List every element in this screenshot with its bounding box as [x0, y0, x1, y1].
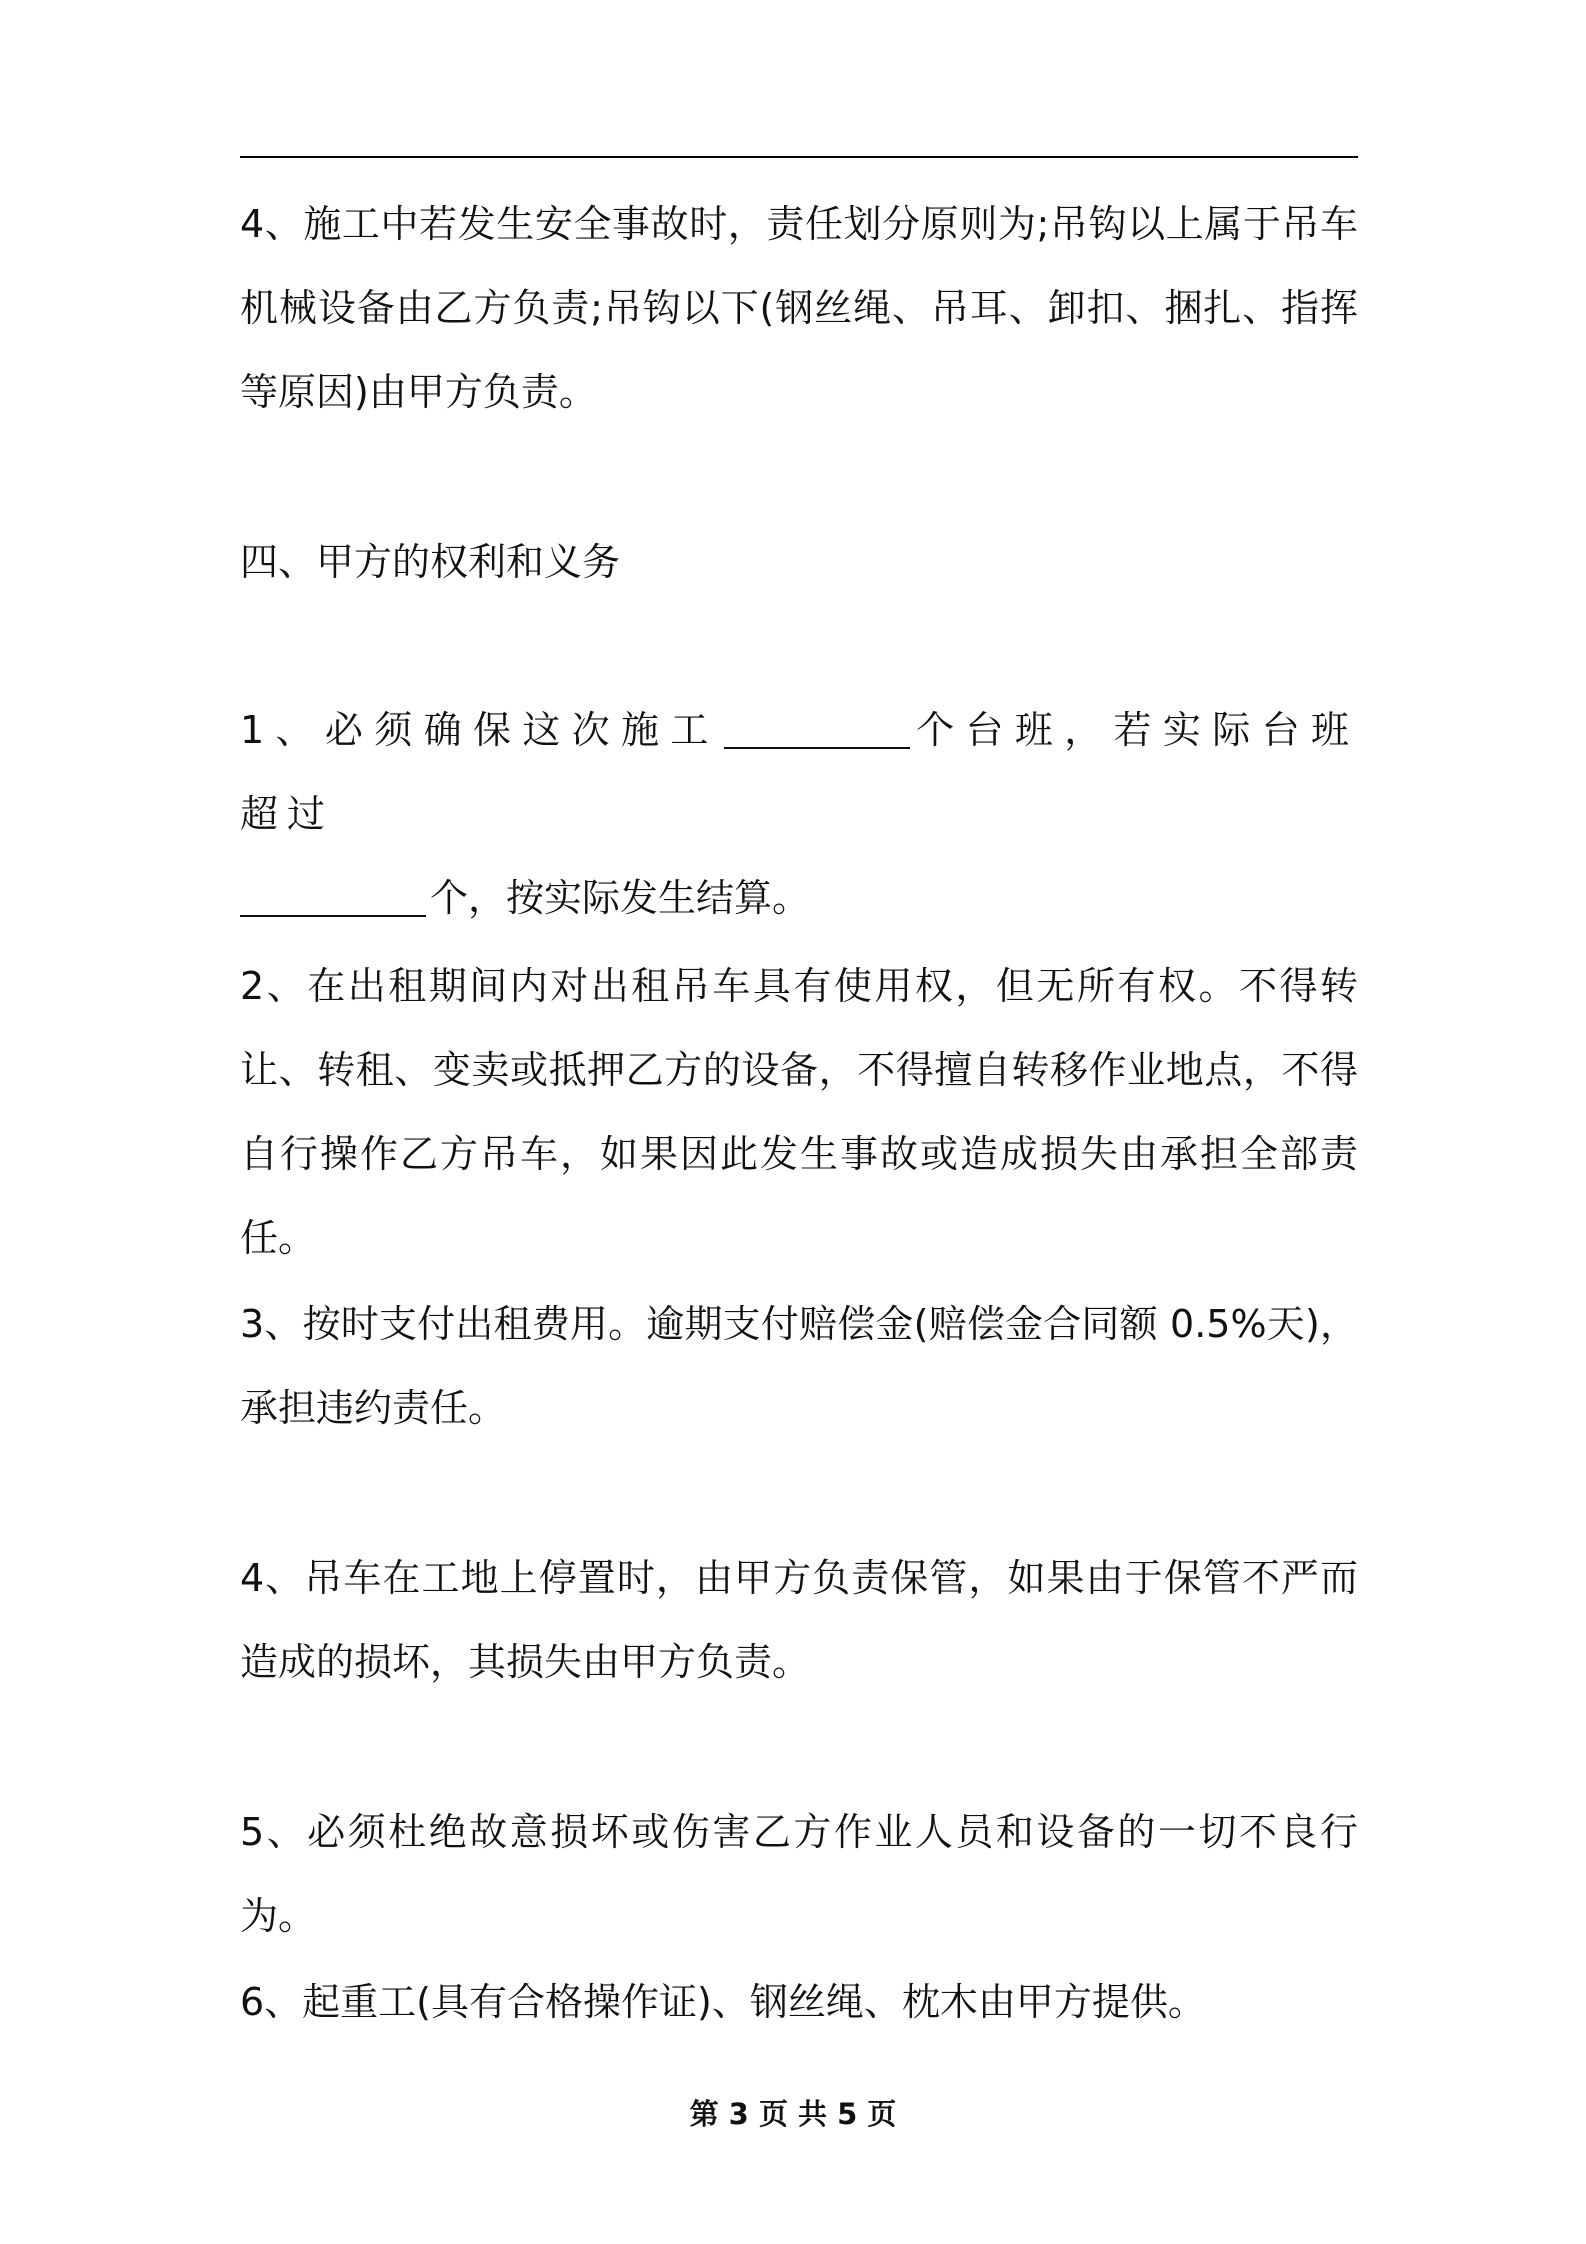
paragraph-item-6: 6、起重工(具有合格操作证)、钢丝绳、枕木由甲方提供。: [240, 1980, 1206, 2024]
paragraph-item-2: 2、在出租期间内对出租吊车具有使用权，但无所有权。不得转让、转租、变卖或抵押乙方的设备，不得擅自转移作业地点，不得自行操作乙方吊车，如果因此发生事故或造成损失由承担全部责任。: [240, 964, 1358, 1260]
page-number-footer: 第 3 页 共 5 页: [689, 2097, 897, 2131]
item-1-text-part-3: 个，按实际发生结算。: [430, 876, 811, 920]
blank-shift-count: [724, 701, 910, 749]
item-1-text-part-1: 1、必须确保这次施工: [240, 708, 720, 752]
paragraph-safety-liability: 4、施工中若发生安全事故时，责任划分原则为;吊钩以上属于吊车机械设备由乙方负责;吊钩以下(钢丝绳、吊耳、卸扣、捆扎、指挥等原因)由甲方负责。: [240, 202, 1358, 414]
blank-shift-limit: [240, 869, 426, 917]
item-1-text-part-2: 个台班，若实际台班超过: [240, 708, 1358, 836]
header-rule: [240, 156, 1358, 158]
paragraph-item-1: [240, 688, 1358, 940]
paragraph-item-3: 3、按时支付出租费用。逾期支付赔偿金(赔偿金合同额 0.5%天)，承担违约责任。: [240, 1302, 1358, 1430]
section-heading-party-a-rights: 四、甲方的权利和义务: [240, 540, 621, 584]
paragraph-item-5: 5、必须杜绝故意损坏或伤害乙方作业人员和设备的一切不良行为。: [240, 1810, 1358, 1938]
paragraph-item-4: 4、吊车在工地上停置时，由甲方负责保管，如果由于保管不严而造成的损坏，其损失由甲方负责。: [240, 1556, 1358, 1684]
